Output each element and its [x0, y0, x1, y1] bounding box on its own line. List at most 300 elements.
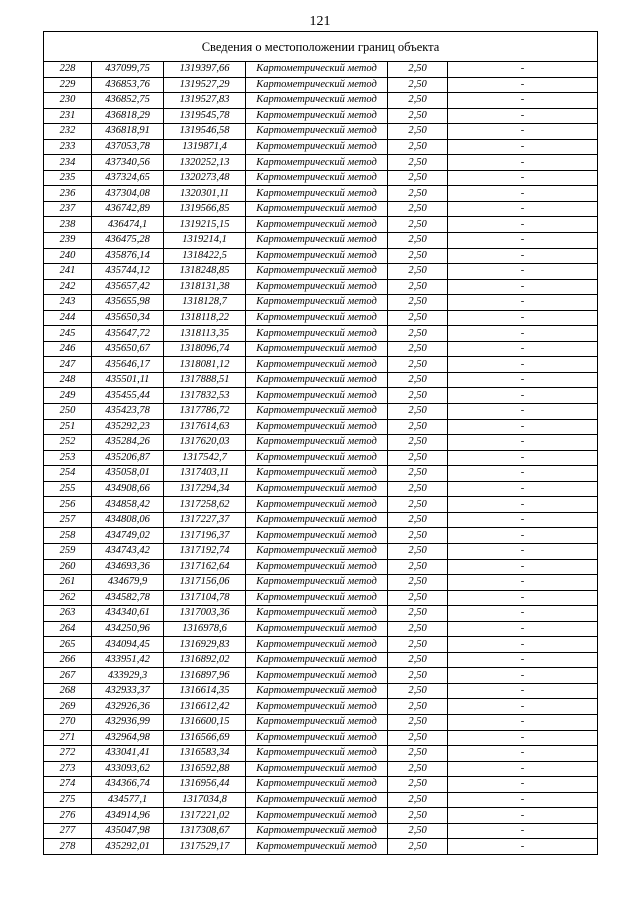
- point-number-cell: 277: [44, 823, 92, 839]
- note-cell: -: [448, 170, 598, 186]
- method-cell: Картометрический метод: [246, 621, 388, 637]
- accuracy-cell: 2,50: [388, 761, 448, 777]
- y-coordinate-cell: 1317832,53: [164, 388, 246, 404]
- note-cell: -: [448, 746, 598, 762]
- accuracy-cell: 2,50: [388, 124, 448, 140]
- note-cell: -: [448, 372, 598, 388]
- accuracy-cell: 2,50: [388, 77, 448, 93]
- point-number-cell: 269: [44, 699, 92, 715]
- y-coordinate-cell: 1317162,64: [164, 559, 246, 575]
- y-coordinate-cell: 1317003,36: [164, 606, 246, 622]
- accuracy-cell: 2,50: [388, 404, 448, 420]
- method-cell: Картометрический метод: [246, 357, 388, 373]
- note-cell: -: [448, 606, 598, 622]
- accuracy-cell: 2,50: [388, 295, 448, 311]
- point-number-cell: 233: [44, 139, 92, 155]
- point-number-cell: 262: [44, 590, 92, 606]
- method-cell: Картометрический метод: [246, 217, 388, 233]
- x-coordinate-cell: 435646,17: [92, 357, 164, 373]
- method-cell: Картометрический метод: [246, 808, 388, 824]
- y-coordinate-cell: 1320301,11: [164, 186, 246, 202]
- point-number-cell: 242: [44, 279, 92, 295]
- y-coordinate-cell: 1317620,03: [164, 435, 246, 451]
- y-coordinate-cell: 1318131,38: [164, 279, 246, 295]
- table-row: [44, 124, 598, 140]
- x-coordinate-cell: 436852,75: [92, 93, 164, 109]
- method-cell: Картометрический метод: [246, 170, 388, 186]
- accuracy-cell: 2,50: [388, 777, 448, 793]
- x-coordinate-cell: 435655,98: [92, 295, 164, 311]
- table-row: [44, 341, 598, 357]
- method-cell: Картометрический метод: [246, 714, 388, 730]
- table-row: [44, 714, 598, 730]
- note-cell: -: [448, 699, 598, 715]
- x-coordinate-cell: 437099,75: [92, 62, 164, 78]
- point-number-cell: 244: [44, 310, 92, 326]
- table-row: [44, 279, 598, 295]
- note-cell: -: [448, 637, 598, 653]
- point-number-cell: 249: [44, 388, 92, 404]
- method-cell: Картометрический метод: [246, 823, 388, 839]
- method-cell: Картометрический метод: [246, 326, 388, 342]
- y-coordinate-cell: 1317192,74: [164, 543, 246, 559]
- method-cell: Картометрический метод: [246, 155, 388, 171]
- y-coordinate-cell: 1316897,96: [164, 668, 246, 684]
- note-cell: -: [448, 201, 598, 217]
- table-row: [44, 466, 598, 482]
- y-coordinate-cell: 1317156,06: [164, 575, 246, 591]
- boundary-table-frame: [43, 31, 597, 855]
- method-cell: Картометрический метод: [246, 388, 388, 404]
- table-body: [44, 62, 598, 855]
- note-cell: -: [448, 839, 598, 855]
- method-cell: Картометрический метод: [246, 481, 388, 497]
- note-cell: -: [448, 590, 598, 606]
- table-row: [44, 497, 598, 513]
- table-row: [44, 108, 598, 124]
- y-coordinate-cell: 1318128,7: [164, 295, 246, 311]
- y-coordinate-cell: 1319214,1: [164, 233, 246, 249]
- y-coordinate-cell: 1316892,02: [164, 652, 246, 668]
- accuracy-cell: 2,50: [388, 714, 448, 730]
- accuracy-cell: 2,50: [388, 839, 448, 855]
- accuracy-cell: 2,50: [388, 435, 448, 451]
- note-cell: -: [448, 124, 598, 140]
- table-row: [44, 668, 598, 684]
- y-coordinate-cell: 1319546,58: [164, 124, 246, 140]
- point-number-cell: 255: [44, 481, 92, 497]
- method-cell: Картометрический метод: [246, 264, 388, 280]
- method-cell: Картометрический метод: [246, 139, 388, 155]
- method-cell: Картометрический метод: [246, 497, 388, 513]
- y-coordinate-cell: 1319215,15: [164, 217, 246, 233]
- method-cell: Картометрический метод: [246, 512, 388, 528]
- table-row: [44, 170, 598, 186]
- note-cell: -: [448, 497, 598, 513]
- table-row: [44, 357, 598, 373]
- note-cell: -: [448, 77, 598, 93]
- table-row: [44, 823, 598, 839]
- y-coordinate-cell: 1319871,4: [164, 139, 246, 155]
- x-coordinate-cell: 435647,72: [92, 326, 164, 342]
- boundary-coordinates-table: [43, 31, 598, 855]
- accuracy-cell: 2,50: [388, 326, 448, 342]
- point-number-cell: 276: [44, 808, 92, 824]
- accuracy-cell: 2,50: [388, 792, 448, 808]
- table-row: [44, 139, 598, 155]
- method-cell: Картометрический метод: [246, 575, 388, 591]
- accuracy-cell: 2,50: [388, 310, 448, 326]
- point-number-cell: 264: [44, 621, 92, 637]
- note-cell: -: [448, 668, 598, 684]
- method-cell: Картометрический метод: [246, 310, 388, 326]
- x-coordinate-cell: 434582,78: [92, 590, 164, 606]
- table-row: [44, 186, 598, 202]
- x-coordinate-cell: 434743,42: [92, 543, 164, 559]
- y-coordinate-cell: 1319545,78: [164, 108, 246, 124]
- note-cell: -: [448, 730, 598, 746]
- table-row: [44, 295, 598, 311]
- y-coordinate-cell: 1319566,85: [164, 201, 246, 217]
- note-cell: -: [448, 792, 598, 808]
- note-cell: -: [448, 777, 598, 793]
- note-cell: -: [448, 357, 598, 373]
- table-row: [44, 217, 598, 233]
- x-coordinate-cell: 435657,42: [92, 279, 164, 295]
- y-coordinate-cell: 1317308,67: [164, 823, 246, 839]
- point-number-cell: 245: [44, 326, 92, 342]
- table-row: [44, 730, 598, 746]
- accuracy-cell: 2,50: [388, 372, 448, 388]
- note-cell: -: [448, 93, 598, 109]
- x-coordinate-cell: 434749,02: [92, 528, 164, 544]
- x-coordinate-cell: 433951,42: [92, 652, 164, 668]
- accuracy-cell: 2,50: [388, 186, 448, 202]
- note-cell: -: [448, 295, 598, 311]
- accuracy-cell: 2,50: [388, 543, 448, 559]
- point-number-cell: 278: [44, 839, 92, 855]
- point-number-cell: 254: [44, 466, 92, 482]
- note-cell: -: [448, 264, 598, 280]
- x-coordinate-cell: 435876,14: [92, 248, 164, 264]
- table-row: [44, 512, 598, 528]
- method-cell: Картометрический метод: [246, 528, 388, 544]
- note-cell: -: [448, 512, 598, 528]
- note-cell: -: [448, 450, 598, 466]
- table-row: [44, 248, 598, 264]
- accuracy-cell: 2,50: [388, 512, 448, 528]
- x-coordinate-cell: 436818,91: [92, 124, 164, 140]
- accuracy-cell: 2,50: [388, 357, 448, 373]
- x-coordinate-cell: 432926,36: [92, 699, 164, 715]
- y-coordinate-cell: 1317221,02: [164, 808, 246, 824]
- method-cell: Картометрический метод: [246, 839, 388, 855]
- y-coordinate-cell: 1317529,17: [164, 839, 246, 855]
- table-row: [44, 77, 598, 93]
- table-row: [44, 62, 598, 78]
- accuracy-cell: 2,50: [388, 528, 448, 544]
- note-cell: -: [448, 419, 598, 435]
- point-number-cell: 253: [44, 450, 92, 466]
- x-coordinate-cell: 433093,62: [92, 761, 164, 777]
- method-cell: Картометрический метод: [246, 683, 388, 699]
- x-coordinate-cell: 436742,89: [92, 201, 164, 217]
- accuracy-cell: 2,50: [388, 699, 448, 715]
- accuracy-cell: 2,50: [388, 746, 448, 762]
- accuracy-cell: 2,50: [388, 93, 448, 109]
- page-number: 121: [309, 14, 331, 29]
- note-cell: -: [448, 528, 598, 544]
- table-row: [44, 637, 598, 653]
- accuracy-cell: 2,50: [388, 264, 448, 280]
- note-cell: -: [448, 714, 598, 730]
- x-coordinate-cell: 434679,9: [92, 575, 164, 591]
- accuracy-cell: 2,50: [388, 233, 448, 249]
- note-cell: -: [448, 652, 598, 668]
- table-row: [44, 652, 598, 668]
- x-coordinate-cell: 437340,56: [92, 155, 164, 171]
- x-coordinate-cell: 434340,61: [92, 606, 164, 622]
- y-coordinate-cell: 1317196,37: [164, 528, 246, 544]
- y-coordinate-cell: 1318081,12: [164, 357, 246, 373]
- point-number-cell: 248: [44, 372, 92, 388]
- y-coordinate-cell: 1316614,35: [164, 683, 246, 699]
- note-cell: -: [448, 341, 598, 357]
- y-coordinate-cell: 1317227,37: [164, 512, 246, 528]
- x-coordinate-cell: 435650,67: [92, 341, 164, 357]
- note-cell: -: [448, 233, 598, 249]
- note-cell: -: [448, 279, 598, 295]
- method-cell: Картометрический метод: [246, 450, 388, 466]
- method-cell: Картометрический метод: [246, 637, 388, 653]
- point-number-cell: 274: [44, 777, 92, 793]
- x-coordinate-cell: 435058,01: [92, 466, 164, 482]
- note-cell: -: [448, 823, 598, 839]
- point-number-cell: 256: [44, 497, 92, 513]
- accuracy-cell: 2,50: [388, 606, 448, 622]
- x-coordinate-cell: 436818,29: [92, 108, 164, 124]
- x-coordinate-cell: 435206,87: [92, 450, 164, 466]
- x-coordinate-cell: 434858,42: [92, 497, 164, 513]
- x-coordinate-cell: 435284,26: [92, 435, 164, 451]
- table-row: [44, 792, 598, 808]
- point-number-cell: 250: [44, 404, 92, 420]
- note-cell: -: [448, 217, 598, 233]
- table-title: Сведения о местоположении границ объекта: [44, 32, 598, 62]
- y-coordinate-cell: 1317104,78: [164, 590, 246, 606]
- method-cell: Картометрический метод: [246, 590, 388, 606]
- point-number-cell: 234: [44, 155, 92, 171]
- method-cell: Картометрический метод: [246, 372, 388, 388]
- accuracy-cell: 2,50: [388, 730, 448, 746]
- table-row: [44, 419, 598, 435]
- x-coordinate-cell: 434250,96: [92, 621, 164, 637]
- method-cell: Картометрический метод: [246, 77, 388, 93]
- method-cell: Картометрический метод: [246, 201, 388, 217]
- table-row: [44, 372, 598, 388]
- point-number-cell: 247: [44, 357, 92, 373]
- point-number-cell: 229: [44, 77, 92, 93]
- x-coordinate-cell: 432964,98: [92, 730, 164, 746]
- point-number-cell: 252: [44, 435, 92, 451]
- note-cell: -: [448, 186, 598, 202]
- method-cell: Картометрический метод: [246, 668, 388, 684]
- table-row: [44, 606, 598, 622]
- x-coordinate-cell: 436475,28: [92, 233, 164, 249]
- accuracy-cell: 2,50: [388, 637, 448, 653]
- accuracy-cell: 2,50: [388, 683, 448, 699]
- x-coordinate-cell: 435423,78: [92, 404, 164, 420]
- y-coordinate-cell: 1319527,83: [164, 93, 246, 109]
- point-number-cell: 257: [44, 512, 92, 528]
- x-coordinate-cell: 436853,76: [92, 77, 164, 93]
- note-cell: -: [448, 683, 598, 699]
- note-cell: -: [448, 155, 598, 171]
- table-row: [44, 808, 598, 824]
- table-row: [44, 683, 598, 699]
- y-coordinate-cell: 1316956,44: [164, 777, 246, 793]
- note-cell: -: [448, 761, 598, 777]
- point-number-cell: 243: [44, 295, 92, 311]
- x-coordinate-cell: 434577,1: [92, 792, 164, 808]
- method-cell: Картометрический метод: [246, 341, 388, 357]
- note-cell: -: [448, 575, 598, 591]
- table-row: [44, 575, 598, 591]
- method-cell: Картометрический метод: [246, 699, 388, 715]
- method-cell: Картометрический метод: [246, 233, 388, 249]
- x-coordinate-cell: 434366,74: [92, 777, 164, 793]
- y-coordinate-cell: 1317403,11: [164, 466, 246, 482]
- x-coordinate-cell: 435292,01: [92, 839, 164, 855]
- point-number-cell: 263: [44, 606, 92, 622]
- point-number-cell: 268: [44, 683, 92, 699]
- point-number-cell: 266: [44, 652, 92, 668]
- x-coordinate-cell: 437053,78: [92, 139, 164, 155]
- x-coordinate-cell: 435650,34: [92, 310, 164, 326]
- x-coordinate-cell: 434914,96: [92, 808, 164, 824]
- y-coordinate-cell: 1318113,35: [164, 326, 246, 342]
- accuracy-cell: 2,50: [388, 466, 448, 482]
- table-row: [44, 404, 598, 420]
- point-number-cell: 265: [44, 637, 92, 653]
- table-row: [44, 777, 598, 793]
- note-cell: -: [448, 404, 598, 420]
- method-cell: Картометрический метод: [246, 466, 388, 482]
- x-coordinate-cell: 437304,08: [92, 186, 164, 202]
- table-row: [44, 264, 598, 280]
- x-coordinate-cell: 434808,06: [92, 512, 164, 528]
- method-cell: Картометрический метод: [246, 777, 388, 793]
- accuracy-cell: 2,50: [388, 279, 448, 295]
- note-cell: -: [448, 543, 598, 559]
- table-row: [44, 435, 598, 451]
- y-coordinate-cell: 1317888,51: [164, 372, 246, 388]
- accuracy-cell: 2,50: [388, 559, 448, 575]
- y-coordinate-cell: 1319397,66: [164, 62, 246, 78]
- method-cell: Картометрический метод: [246, 652, 388, 668]
- table-row: [44, 93, 598, 109]
- table-row: [44, 699, 598, 715]
- accuracy-cell: 2,50: [388, 170, 448, 186]
- x-coordinate-cell: 435047,98: [92, 823, 164, 839]
- table-row: [44, 621, 598, 637]
- point-number-cell: 267: [44, 668, 92, 684]
- table-row: [44, 590, 598, 606]
- method-cell: Картометрический метод: [246, 435, 388, 451]
- x-coordinate-cell: 435744,12: [92, 264, 164, 280]
- y-coordinate-cell: 1318096,74: [164, 341, 246, 357]
- y-coordinate-cell: 1316583,34: [164, 746, 246, 762]
- x-coordinate-cell: 434908,66: [92, 481, 164, 497]
- x-coordinate-cell: 435501,11: [92, 372, 164, 388]
- note-cell: -: [448, 466, 598, 482]
- accuracy-cell: 2,50: [388, 248, 448, 264]
- point-number-cell: 232: [44, 124, 92, 140]
- method-cell: Картометрический метод: [246, 419, 388, 435]
- point-number-cell: 258: [44, 528, 92, 544]
- y-coordinate-cell: 1317542,7: [164, 450, 246, 466]
- y-coordinate-cell: 1317294,34: [164, 481, 246, 497]
- method-cell: Картометрический метод: [246, 730, 388, 746]
- x-coordinate-cell: 435292,23: [92, 419, 164, 435]
- note-cell: -: [448, 621, 598, 637]
- accuracy-cell: 2,50: [388, 139, 448, 155]
- y-coordinate-cell: 1317786,72: [164, 404, 246, 420]
- note-cell: -: [448, 326, 598, 342]
- y-coordinate-cell: 1316978,6: [164, 621, 246, 637]
- point-number-cell: 231: [44, 108, 92, 124]
- table-row: [44, 155, 598, 171]
- accuracy-cell: 2,50: [388, 419, 448, 435]
- x-coordinate-cell: 432933,37: [92, 683, 164, 699]
- accuracy-cell: 2,50: [388, 590, 448, 606]
- method-cell: Картометрический метод: [246, 62, 388, 78]
- y-coordinate-cell: 1318118,22: [164, 310, 246, 326]
- note-cell: -: [448, 559, 598, 575]
- point-number-cell: 259: [44, 543, 92, 559]
- accuracy-cell: 2,50: [388, 108, 448, 124]
- accuracy-cell: 2,50: [388, 652, 448, 668]
- point-number-cell: 260: [44, 559, 92, 575]
- method-cell: Картометрический метод: [246, 93, 388, 109]
- method-cell: Картометрический метод: [246, 124, 388, 140]
- point-number-cell: 246: [44, 341, 92, 357]
- point-number-cell: 228: [44, 62, 92, 78]
- note-cell: -: [448, 481, 598, 497]
- table-title-row: [44, 32, 598, 62]
- point-number-cell: 235: [44, 170, 92, 186]
- accuracy-cell: 2,50: [388, 62, 448, 78]
- table-row: [44, 543, 598, 559]
- note-cell: -: [448, 808, 598, 824]
- y-coordinate-cell: 1316592,88: [164, 761, 246, 777]
- x-coordinate-cell: 433041,41: [92, 746, 164, 762]
- table-row: [44, 310, 598, 326]
- table-row: [44, 839, 598, 855]
- table-row: [44, 761, 598, 777]
- method-cell: Картометрический метод: [246, 295, 388, 311]
- note-cell: -: [448, 435, 598, 451]
- note-cell: -: [448, 248, 598, 264]
- table-row: [44, 233, 598, 249]
- table-row: [44, 559, 598, 575]
- method-cell: Картометрический метод: [246, 186, 388, 202]
- x-coordinate-cell: 434094,45: [92, 637, 164, 653]
- method-cell: Картометрический метод: [246, 279, 388, 295]
- y-coordinate-cell: 1318422,5: [164, 248, 246, 264]
- point-number-cell: 240: [44, 248, 92, 264]
- point-number-cell: 238: [44, 217, 92, 233]
